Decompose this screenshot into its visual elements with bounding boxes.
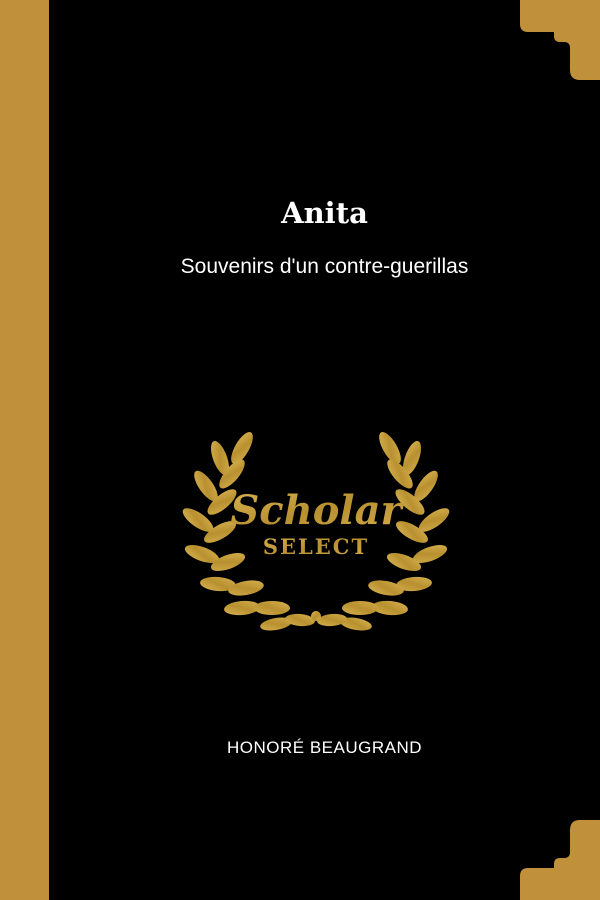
book-title: Anita	[281, 196, 368, 230]
corner-ornament-bottom	[520, 820, 600, 900]
book-subtitle: Souvenirs d'un contre-guerillas	[180, 255, 469, 278]
gold-spine-band	[0, 0, 49, 900]
scholar-select-logo	[180, 428, 452, 634]
logo-scholar-text: Scholar	[230, 487, 402, 534]
logo-select-text: SELECT	[262, 534, 370, 559]
corner-ornament-top	[520, 0, 600, 80]
book-author: HONORÉ BEAUGRAND	[226, 738, 423, 757]
